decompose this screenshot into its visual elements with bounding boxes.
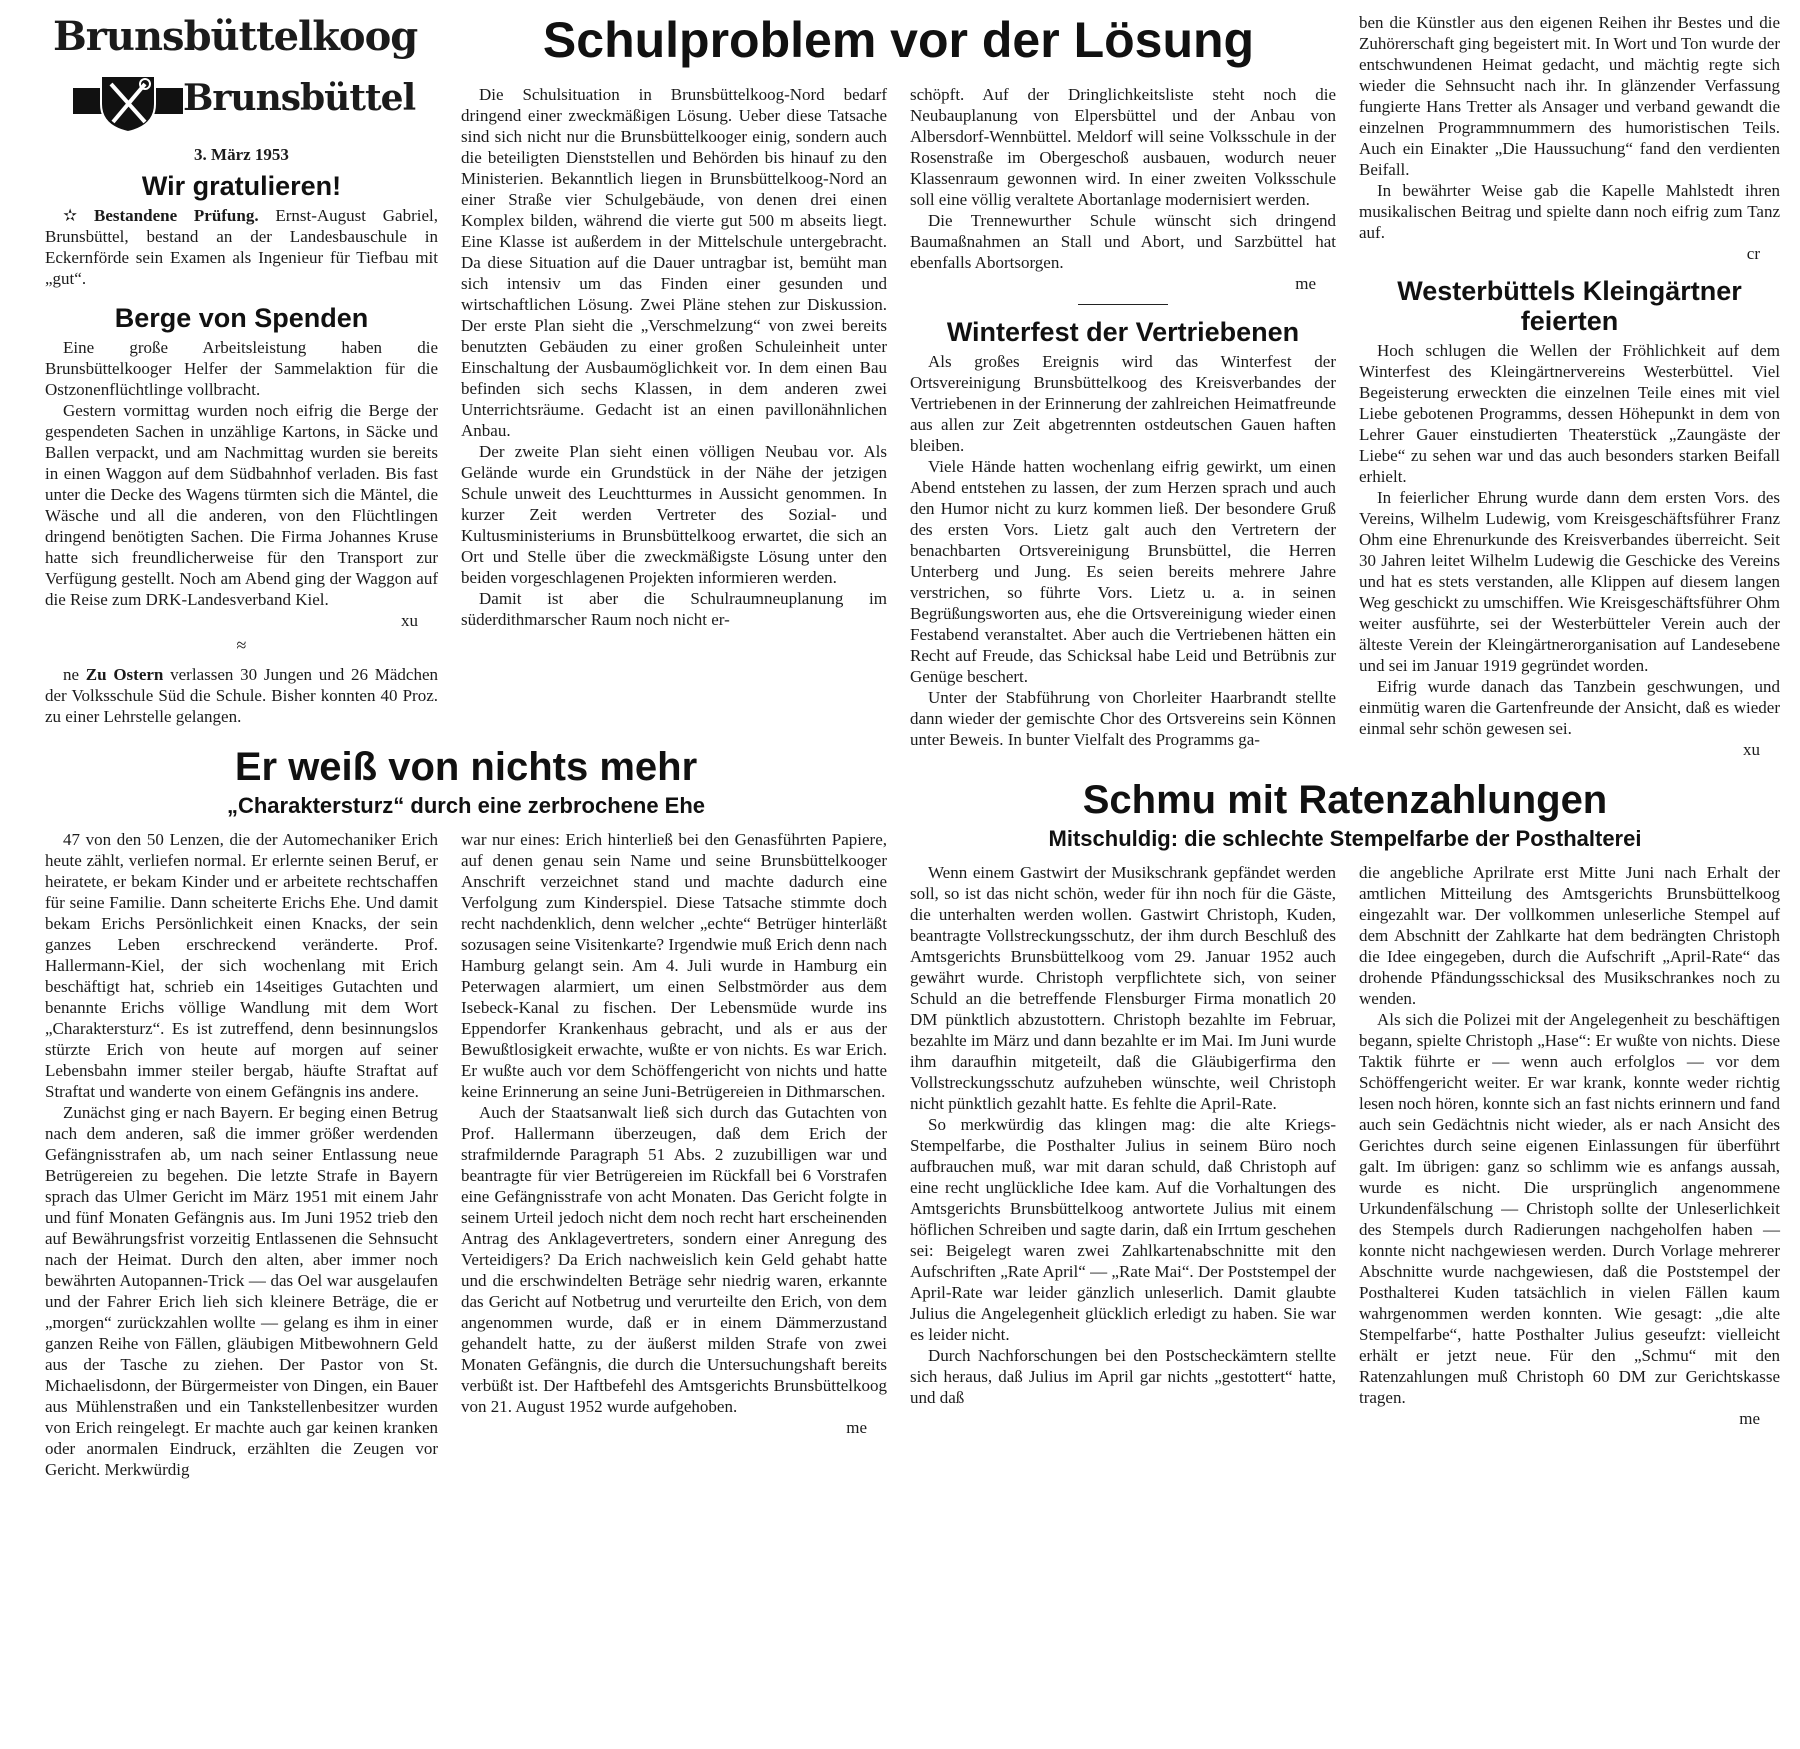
article-paragraph: Wenn einem Gastwirt der Musikschrank gepfändet werden soll, so ist das nicht schön, weder für ihn noch für die Gäste, die unterhalten werden wollen. Gastwirt Christoph, Kuden, beantragte Vollstreckungsschutz, der ihm durch Beschluß des Amtsgerichts Brunsbüttelkoog vom 29. Januar 1952 auch gewährt wurde. Christoph verpflichtete sich, von seiner Schuld an die betreffende Flensburger Firma monatlich 20 DM pünktlich abzustottern. Christoph bezahlte im Februar, bezahlte im März und dann bezahlte er im Mai. Im Juni wurde ihm daraufhin mitgeteilt, daß die Gläubigerfirma den Vollstreckungsschutz aufzuheben wünschte, weil Christoph nicht pünktlich gezahlt hatte. Es fehlte die April-Rate.	[910, 863, 1336, 1113]
author-signature: me	[846, 1418, 867, 1437]
article-paragraph: Gestern vormittag wurden noch eifrig die Berge der gespendeten Sachen in unzählige Kartons, in Säcke und Ballen verpackt, und am Nachmittag wurden sie bereits in einen Waggon auf dem Südbahnhof verladen. Bis fast unter die Decke des Wagens türmten sich die Mäntel, die Wäsche und all die anderen, von den Flüchtlingen dringend benötigten Sachen. Die Firma Johannes Kruse hatte sich freundlicherweise für den Transport zur Verfügung gestellt. Noch am Abend ging der Waggon auf die Reise zum DRK-Landesverband Kiel.	[45, 401, 438, 609]
column-4-top	[1359, 12, 1780, 760]
column-1-top	[45, 12, 438, 727]
article-paragraph: Auch der Staatsanwalt ließ sich durch das Gutachten von Prof. Hallermann überzeugen, daß dem Erich der strafmildernde Paragraph 51 Abs. 2 zuzubilligen war und beantragte für vier Betrügereien im Rückfall bei 6 Vorstrafen eine Gefängnisstrafe von acht Monaten. Das Gericht folgte in seinem Urteil jedoch nicht dem noch recht hart erscheinenden Antrag des Anklagevertreters, sondern einer Anregung des Verteidigers? Da Erich nachweislich kein Geld gehabt hatte und die erschwindelten Beträge sehr niedrig waren, erkannte das Gericht auf Notbetrug und verurteilte den Erich, von dem angenommen wurde, daß er in einem Dämmerzustand gehandelt hatte, zu der äußerst milden Strafe von zwei Monaten Gefängnis, die durch die Untersuchungshaft bereits verbüßt ist. Der Haftbefehl des Amtsgerichts Brunsbüttelkoog von 21. August 1952 wurde aufgehoben.	[461, 1103, 887, 1416]
subheadline-erich: „Charaktersturz“ durch eine zerbrochene Ehe	[226, 793, 706, 818]
paragraph-text: Ernst-August Gabriel, Brunsbüttel, bestand an der Landesbauschule in Eckernförde sein Examen als Ingenieur für Tiefbau mit „gut“.	[45, 206, 438, 288]
masthead-title-line2: Brunsbüttel	[183, 77, 416, 119]
issue-date: 3. März 1953	[194, 145, 289, 164]
right-half	[910, 12, 1780, 1429]
article-paragraph: Durch Nachforschungen bei den Postscheckämtern stellte sich heraus, daß Julius im April gar nichts „gestottert“ hatte, und daß	[910, 1346, 1336, 1407]
headline-erich: Er weiß von nichts mehr	[234, 745, 698, 789]
article-paragraph: Die Schulsituation in Brunsbüttelkoog-Nord bedarf dringend einer zweckmäßigen Lösung. Ueber diese Tatsache sind sich nicht nur die Brunsbüttelkooger einig, sondern auch die beteiligten Dienststellen und Behörden bis hinauf zu den Ministerien. Bekanntlich liegen in Brunsbüttelkoog-Nord an einer Straße vier Schulgebäude, von denen drei einen Komplex bilden, während die vierte gut 500 m abseits liegt. Eine Klasse ist außerdem in der Mittelschule untergebracht. Da diese Situation auf die Dauer untragbar ist, bemüht man sich intensiv um das Finden einer gesunden und wirtschaftlichen Lösung. Zwei Pläne stehen zur Diskussion. Der erste Plan sieht die „Verschmelzung“ von zwei bereits benutzten Gebäuden zu einer großen Schuleinheit unter Einschaltung der Ausbaumöglichkeit vor. In dem einen Bau befinden sich sechs Klassen, in dem anderen zwei Unterrichtsräume. Gedacht ist an einen pavillonähnlichen Anbau.	[461, 85, 887, 440]
left-half	[45, 12, 887, 1480]
article-paragraph: ben die Künstler aus den eigenen Reihen ihr Bestes und die Zuhörerschaft ging begeistert mit. In Wort und Ton wurde der entschwundenen Heimat gedacht, und mächtig regte sich wieder die Sehnsucht nach ihr. In glänzender Verfassung fungierte Hans Tretter als Ansager und verband gewandt die einzelnen Programmnummern des humoristischen Teils. Auch ein Einakter „Die Haussuchung“ fand den verdienten Beifall.	[1359, 13, 1780, 179]
article-paragraph: In feierlicher Ehrung wurde dann dem ersten Vors. des Vereins, Wilhelm Ludewig, vom Kreisgeschäftsführer Franz Ohm eine Ehrenurkunde des Kreisverbandes überreicht. Seit 30 Jahren leitet Wilhelm Ludewig die Geschicke des Vereins und hat es stets verstanden, alle Klippen auf diesem langen Weg geschickt zu umschiffen. Wie Kreisgeschäftsführer Ohm weiter ausführte, sei der Westerbütteler Verein auch der älteste Verein der Kleingärtnerorganisation auf Landesebene und sei im Januar 1919 gegründet worden.	[1359, 488, 1780, 675]
masthead-title-line1: Brunsbüttelkoog	[53, 13, 418, 60]
article-paragraph: In bewährter Weise gab die Kapelle Mahlstedt ihren musikalischen Beitrag und spielte dann noch eifrig zum Tanz auf.	[1359, 181, 1780, 242]
headline-gratulieren: Wir gratulieren!	[141, 171, 342, 201]
article-paragraph: Als sich die Polizei mit der Angelegenheit zu beschäftigen begann, spielte Christoph „Hase“: Er wußte von nichts. Diese Taktik führte er — wenn auch erfolglos — vor dem Schöffengericht weiter. Er war krank, konnte weder richtig lesen noch hören, konnte sich an fast nichts erinnern und fand auch sein Gedächtnis nicht wieder, als er nach Ansicht des Gerichtes durch seine eigenen Einlassungen für überführt galt. Im übrigen: ganz so schlimm wie es anfangs aussah, wurde es nicht. Die ursprünglich angenommene Urkundenfälschung — Christoph sollte der Unleserlichkeit des Stempels durch Radierungen nachgeholfen haben — konnte nicht nachgewiesen werden. Durch Vorlage mehrerer Abschnitte wurde nachgewiesen, daß die Poststempel der Posthalterei Kuden tatsächlich in vielen Fällen kaum wahrgenommen werden konnten. Wie gesagt: „die alte Stempelfarbe“, hatte Posthalter Julius geseufzt: vielleicht erhält er jetzt neue. Für den „Schmu“ mit den Ratenzahlungen muß Christoph 60 DM zur Gerichtskasse tragen.	[1359, 1010, 1780, 1407]
article-paragraph: So merkwürdig das klingen mag: die alte Kriegs-Stempelfarbe, die Posthalter Julius in seinem Büro noch aufbrauchen muß, war mit daran schuld, daß Christoph auf eine recht unglückliche Idee kam. Auf die Vorhaltungen des Amtsgerichts Brunsbüttelkoog antwortete Julius mit einem höflichen Schreiben und sagte darin, daß ein Irrtum geschehen sei: Beigelegt waren zwei Zahlkartenabschnitte mit den Aufschriften „Rate April“ — „Rate Mai“. Der Poststempel der April-Rate war leider gänzlich unleserlich. Damit glaubte Julius die Angelegenheit glücklich erledigt zu haben. Sie war es leider nicht.	[910, 1115, 1336, 1344]
column-3-top	[910, 12, 1336, 750]
article-paragraph: Damit ist aber die Schulraumneuplanung im süderdithmarscher Raum noch nicht er-	[461, 589, 887, 629]
author-signature: cr	[1746, 244, 1760, 263]
article-paragraph: die angebliche Aprilrate erst Mitte Juni nach Erhalt der amtlichen Mitteilung des Amtsgerichts Brunsbüttelkoog eingezahlt war. Der vollkommen unleserliche Stempel auf dem Abschnitt der Zahlkarte hat dem bedrängten Christoph die Idee eingegeben, durch die Aufschrift „April-Rate“ das drohende Pfändungsschicksal des Musikschrankes noch zu wenden.	[1359, 863, 1780, 1008]
author-signature: me	[1739, 1409, 1760, 1428]
coat-of-arms-icon	[73, 74, 183, 132]
headline-schulproblem: Schulproblem vor der Lösung	[542, 12, 1255, 68]
article-paragraph: 47 von den 50 Lenzen, die der Automechaniker Erich heute zählt, verliefen normal. Er erlernte seinen Beruf, er heiratete, er bekam Kinder und er arbeitete rechtschaffen für seine Familie. Dann scheiterte Erichs Ehe. Und damit bekam Erichs Persönlichkeit einen Knacks, der sein ganzes Leben erschreckend veränderte. Prof. Hallermann-Kiel, der sich wochenlang mit Erich beschäftigt hat, schrieb ein 14seitiges Gutachten und benannte Erichs völlige Wandlung mit dem Wort „Charaktersturz“. Es ist zutreffend, denn besinnungslos stürzte Erich von heute auf morgen auf seiner Lebensbahn immer steiler bergab, häufte Straftat auf Straftat und wanderte von einem Gefängnis ins andere.	[45, 830, 438, 1101]
article-paragraph: Unter der Stabführung von Chorleiter Haarbrandt stellte dann wieder der gemischte Chor des Ortsvereins sein Können unter Beweis. In bunter Vielfalt des Programms ga-	[910, 688, 1336, 749]
author-signature: me	[1295, 274, 1316, 293]
divider	[1078, 304, 1168, 305]
separator-ornament: ≈	[236, 635, 247, 655]
article-paragraph	[45, 664, 438, 727]
paragraph-text: verlassen 30 Jungen und 26 Mädchen der Volksschule Süd die Schule. Bisher konnten 40 Proz. zu einer Lehrstelle gelangen.	[45, 665, 439, 726]
article-paragraph: ✫ Bestandene Prüfung. Ernst-August Gabriel, Brunsbüttel, bestand an der Landesbauschule in Eckernförde sein Examen als Ingenieur für Tiefbau mit „gut“.	[45, 206, 438, 288]
article-paragraph: schöpft. Auf der Dringlichkeitsliste steht noch die Neubauplanung von Elpersbüttel und der Anbau von Albersdorf-Wennbüttel. Meldorf will seine Volksschule in der Rosenstraße im Obergeschoß ausbauen, wodurch neuer Klassenraum gewonnen wird. In einer zweiten Volksschule soll eine völlig veraltete Abortanlage modernisiert werden.	[910, 85, 1336, 209]
article-paragraph: Hoch schlugen die Wellen der Fröhlichkeit auf dem Winterfest des Kleingärtnervereins Westerbüttel. Viel Begeisterung erweckten die einzelnen Teile eines mit viel Liebe gebotenen Programms, dessen Höhepunkt in dem von Lehrer Gauer einstudierten Theaterstück „Zaungäste der Liebe“ zu sehen war und das auch besonders starken Beifall erhielt.	[1359, 341, 1780, 486]
headline-winterfest: Winterfest der Vertriebenen	[946, 317, 1300, 347]
column-1-bottom	[45, 829, 438, 1480]
author-signature: xu	[1743, 740, 1760, 759]
column-2-top	[461, 12, 887, 630]
author-signature: xu	[401, 611, 418, 630]
article-paragraph: Der zweite Plan sieht einen völligen Neubau vor. Als Gelände wurde ein Grundstück in der Nähe der jetzigen Schule unweit des Leuchtturmes in Aussicht genommen. In kurzer Zeit werden Vertreter des Sozial- und Kultusministeriums in Brunsbüttelkoog erwartet, die sich an Ort und Stelle über die zweckmäßigste Lösung unter den beiden vorgeschlagenen Projekten informieren werden.	[461, 442, 887, 587]
article-paragraph: Eine große Arbeitsleistung haben die Brunsbüttelkooger Helfer der Sammelaktion für die Ostzonenflüchtlinge vollbracht.	[45, 338, 438, 399]
author-prefix: ne	[63, 665, 86, 684]
column-2-bottom	[461, 829, 887, 1438]
headline-kleingaertner: Westerbüttels Kleingärtner feierten	[1397, 276, 1742, 336]
article-paragraph: Die Trennewurther Schule wünscht sich dringend Baumaßnahmen an Stall und Abort, und Sarzbüttel hat ebenfalls Abortsorgen.	[910, 211, 1336, 272]
column-3-bottom	[910, 862, 1336, 1408]
headline-spenden: Berge von Spenden	[114, 303, 369, 333]
masthead-logo	[45, 12, 438, 130]
subheadline-schmu: Mitschuldig: die schlechte Stempelfarbe der Posthalterei	[1048, 826, 1642, 851]
article-paragraph: Als großes Ereignis wird das Winterfest der Ortsvereinigung Brunsbüttelkoog des Kreisverbandes der Vertriebenen in der Erinnerung der zahlreichen Heimatfreunde aus allen zur Zeit abgetrennten ostdeutschen Gauen haften bleiben.	[910, 352, 1336, 455]
article-paragraph: Viele Hände hatten wochenlang eifrig gewirkt, um einen Abend entstehen zu lassen, der zum Herzen sprach und auch den Humor nicht zu kurz kommen ließ. Der besondere Gruß des ersten Vors. Lietz galt auch den Vertretern der benachbarten Ortsvereinigung Brunsbüttel, die Herren Unterberg und Jung. Es seien bereits mehrere Jahre verstrichen, so führte Vors. Lietz u. a. in seinen Begrüßungsworten aus, ehe die Ortsvereinigung wieder einen Festabend veranstaltet. Aber auch die Vertriebenen hätten ein Recht auf Freude, das Schicksal habe Leid und Betrübnis zur Genüge beschert.	[910, 457, 1336, 686]
column-4-bottom	[1359, 862, 1780, 1429]
lead-in: Bestandene Prüfung.	[94, 206, 259, 225]
headline-schmu: Schmu mit Ratenzahlungen	[1082, 778, 1608, 822]
article-paragraph: Eifrig wurde danach das Tanzbein geschwungen, und einmütig waren die Gartenfreunde der Ansicht, daß es wieder einmal sehr schön gewesen sei.	[1359, 677, 1780, 738]
lead-in: Zu Ostern	[85, 665, 164, 684]
article-paragraph: war nur eines: Erich hinterließ bei den Genasführten Papiere, auf denen genau sein Name und seine Brunsbüttelkooger Anschrift verzeichnet stand und machte dadurch eine Verfolgung zum Kinderspiel. Diese Tatsache stimmte doch recht nachdenklich, denn welcher „echte“ Betrüger hinterläßt sozusagen seine Visitenkarte? Irgendwie muß Erich denn nach Hamburg gelangt sein. Am 4. Juli wurde in Hamburg ein Peterwagen alarmiert, um einen Selbstmörder aus dem Isebeck-Kanal zu fischen. Der Lebensmüde wurde ins Eppendorfer Krankenhaus gebracht, und als er aus der Bewußtlosigkeit erwachte, wußte er von nichts. Es war Erich. Er wußte auch vor dem Schöffengericht von nichts und hatte keine Erinnerung an seine Juni-Betrügereien in Dithmarschen.	[461, 830, 887, 1101]
article-paragraph: Zunächst ging er nach Bayern. Er beging einen Betrug nach dem anderen, saß die immer größer werdenden Gefängnisstrafen ab, um nach seiner Entlassung neue Betrügereien zu begehen. Die letzte Strafe in Bayern sprach das Ulmer Gericht im März 1951 mit einem Jahr und fünf Monaten Gefängnis aus. Im Juni 1952 trieb den auf Bewährungsfrist vorzeitig Entlassenen die Sehnsucht nach der Heimat. Durch den alten, aber immer noch bewährten Autopannen-Trick — das Oel war ausgelaufen und der Fahrer Erich lieh sich kleinere Beträge, die er „morgen“ zurückzahlen wollte — gelang es ihm in einer ganzen Reihe von Fällen, gläubigen Mitbewohnern Geld aus der Tasche zu ziehen. Der Pastor von St. Michaelisdonn, der Bürgermeister von Dingen, ein Bauer aus Mühlenstraßen und ein Tankstellenbesitzer wurden von Erich reingelegt. Er machte auch gar keinen kranken oder anormalen Eindruck, erzählten die Zeugen vor Gericht. Merkwürdig	[45, 1103, 438, 1479]
